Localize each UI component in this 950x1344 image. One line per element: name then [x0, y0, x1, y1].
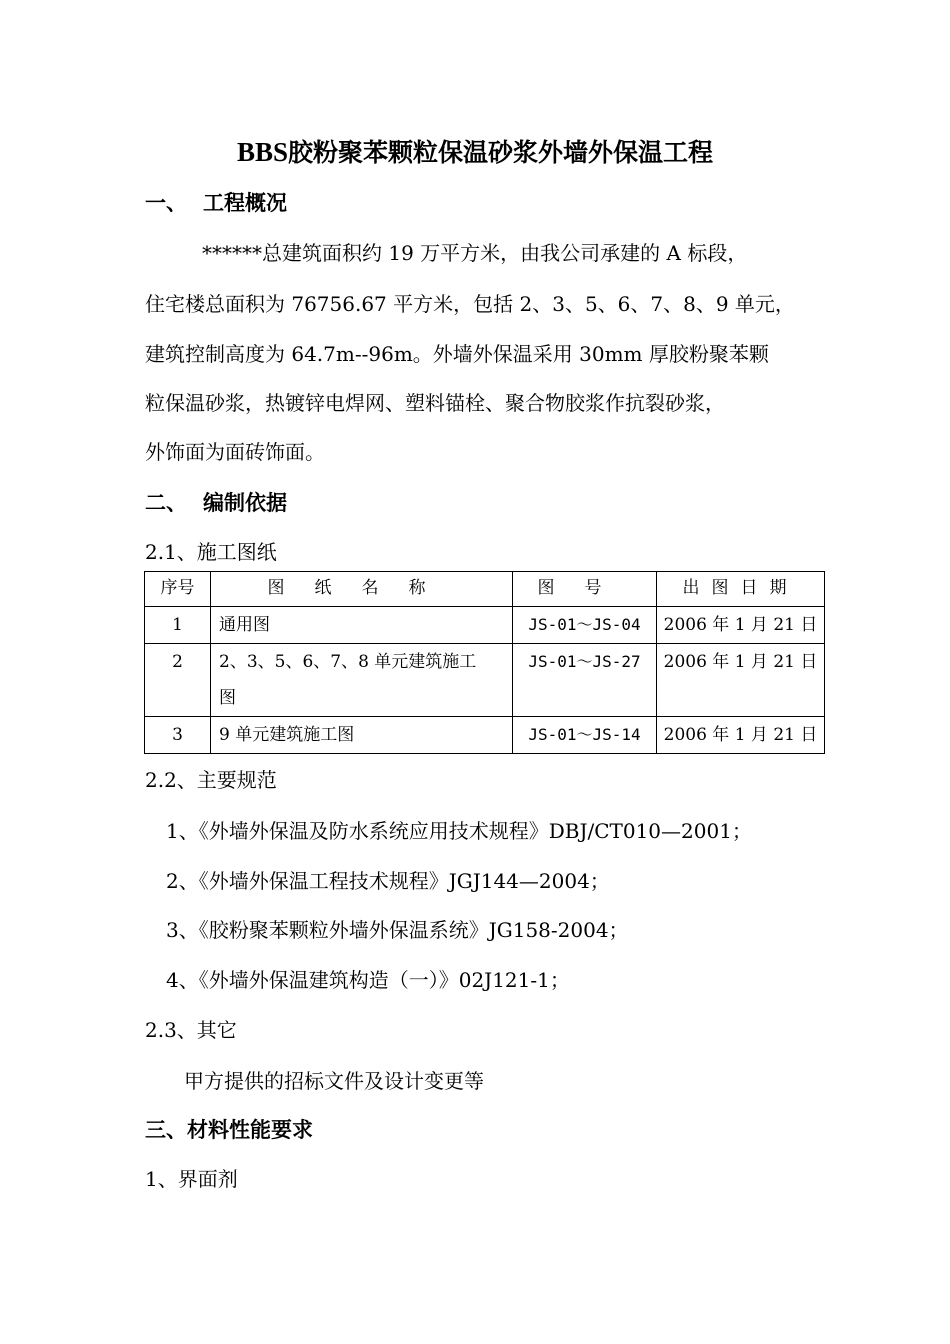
row-2-name-line-2: 图 — [219, 688, 236, 708]
subsection-2-1-heading: 2.1、施工图纸 — [145, 540, 277, 564]
row-1-name-cell — [211, 607, 513, 644]
row-2-no: 2 — [145, 644, 211, 717]
drawings-table — [144, 571, 825, 754]
row-3-name: 9 单元建筑施工图 — [219, 725, 355, 745]
section-1-heading — [145, 187, 287, 217]
row-2-code: JS-01～JS-27 — [513, 644, 657, 717]
row-3-code: JS-01～JS-14 — [513, 717, 657, 754]
row-2-name-line-1: 2、3、5、6、7、8 单元建筑施工 — [219, 652, 477, 672]
table-row — [145, 607, 825, 644]
row-2-name-cell — [211, 644, 513, 717]
subsection-2-2-heading: 2.2、主要规范 — [145, 768, 277, 792]
table-row — [145, 644, 825, 717]
row-1-name: 通用图 — [219, 615, 270, 635]
section-1-line-5: 外饰面为面砖饰面。 — [145, 440, 325, 464]
section-2-label: 编制依据 — [203, 490, 287, 515]
section-1-line-1: ******总建筑面积约 19 万平方米，由我公司承建的 A 标段， — [202, 241, 748, 265]
row-3-name-cell — [211, 717, 513, 754]
title-latin: BBS — [236, 137, 289, 167]
header-date: 出图日期 — [657, 572, 825, 607]
subsection-2-3-heading: 2.3、其它 — [145, 1018, 237, 1042]
table-header-row — [145, 572, 825, 607]
section-1-line-2: 住宅楼总面积为 76756.67 平方米，包括 2、3、5、6、7、8、9 单元， — [145, 292, 795, 316]
section-2-number: 二、 — [145, 490, 187, 515]
section-1-label: 工程概况 — [203, 190, 287, 215]
other-basis-text: 甲方提供的招标文件及设计变更等 — [184, 1069, 484, 1093]
section-1-line-3: 建筑控制高度为 64.7m--96m。外墙外保温采用 30mm 厚胶粉聚苯颗 — [145, 342, 769, 366]
spec-item-3: 3、《胶粉聚苯颗粒外墙外保温系统》JG158-2004； — [166, 918, 629, 942]
document-title — [0, 133, 950, 169]
section-3-heading: 三、材料性能要求 — [145, 1117, 313, 1142]
material-item-1: 1、界面剂 — [145, 1167, 238, 1191]
row-1-code: JS-01～JS-04 — [513, 607, 657, 644]
section-1-line-4: 粒保温砂浆，热镀锌电焊网、塑料锚栓、聚合物胶浆作抗裂砂浆， — [145, 391, 725, 415]
row-3-no: 3 — [145, 717, 211, 754]
table-row — [145, 717, 825, 754]
header-code: 图号 — [513, 572, 657, 607]
header-no: 序号 — [145, 572, 211, 607]
section-2-heading — [145, 487, 287, 517]
row-1-no: 1 — [145, 607, 211, 644]
row-3-date: 2006 年 1 月 21 日 — [657, 717, 825, 754]
section-1-number: 一、 — [145, 190, 187, 215]
row-1-date: 2006 年 1 月 21 日 — [657, 607, 825, 644]
spec-item-4: 4、《外墙外保温建筑构造（一）》02J121-1； — [166, 968, 570, 992]
spec-item-1: 1、《外墙外保温及防水系统应用技术规程》DBJ/CT010—2001； — [166, 819, 752, 843]
header-name: 图纸名称 — [211, 572, 513, 607]
title-chinese: 胶粉聚苯颗粒保温砂浆外墙外保温工程 — [288, 138, 714, 167]
row-2-date: 2006 年 1 月 21 日 — [657, 644, 825, 717]
spec-item-2: 2、《外墙外保温工程技术规程》JGJ144—2004； — [166, 869, 610, 893]
